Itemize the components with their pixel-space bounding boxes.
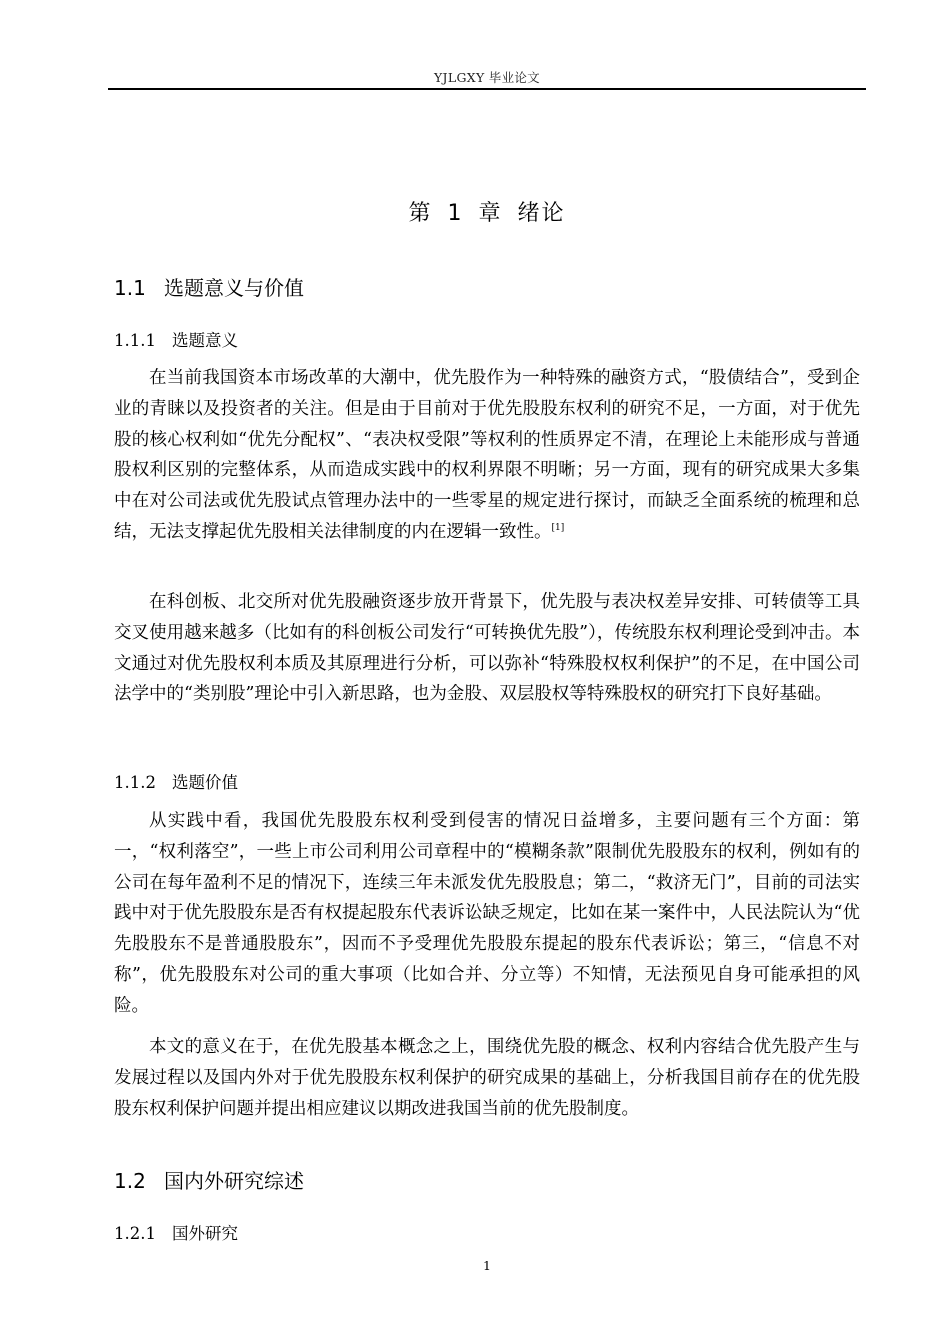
- section-number: 1.1: [114, 276, 146, 300]
- section-heading-1-2: [114, 1165, 304, 1194]
- paragraph-4: [114, 1032, 860, 1124]
- subsection-heading-1-1-2: [114, 769, 238, 793]
- paragraph-text: 从实践中看，我国优先股股东权利受到侵害的情况日益增多，主要问题有三个方面：第一，“权利落空”，一些上市公司利用公司章程中的“模糊条款”限制优先股股东的权利，例如有的公司在每年盈利不足的情况下，连续三年未派发优先股股息；第二，“救济无门”，目前的司法实践中对于优先股股东是否有权提起股东代表诉讼缺乏规定，比如在某一案件中，人民法院认为“优先股股东不是普通股股东”，因而不予受理优先股股东提起的股东代表诉讼；第三，“信息不对称”，优先股股东对公司的重大事项（比如合并、分立等）不知情，无法预见自身可能承担的风险。: [114, 811, 860, 1016]
- section-number: 1.2: [114, 1169, 146, 1193]
- subsection-number: 1.2.1: [114, 1224, 156, 1243]
- section-heading-1-1: [114, 272, 304, 301]
- paragraph-text: 本文的意义在于，在优先股基本概念之上，围绕优先股的概念、权利内容结合优先股产生与发展过程以及国内外对于优先股股东权利保护的研究成果的基础上，分析我国目前存在的优先股股东权利保护问题并提出相应建议以期改进我国当前的优先股制度。: [114, 1037, 860, 1119]
- subsection-heading-1-1-1: [114, 327, 238, 351]
- chapter-title: 第 1 章 绪论: [408, 201, 566, 226]
- page-header: YJLGXY 毕业论文: [434, 70, 540, 85]
- subsection-number: 1.1.1: [114, 331, 156, 350]
- subsection-title: 选题意义: [172, 331, 238, 350]
- citation-marker: [1]: [551, 523, 565, 534]
- subsection-title: 选题价值: [172, 773, 238, 792]
- subsection-title: 国外研究: [172, 1224, 238, 1243]
- header-rule: [108, 88, 866, 90]
- section-title: 选题意义与价值: [164, 276, 304, 300]
- paragraph-3: [114, 806, 860, 1022]
- subsection-heading-1-2-1: [114, 1220, 238, 1244]
- paragraph-text: 在科创板、北交所对优先股融资逐步放开背景下，优先股与表决权差异安排、可转债等工具交叉使用越来越多（比如有的科创板公司发行“可转换优先股”），传统股东权利理论受到冲击。本文通过对优先股权利本质及其原理进行分析，可以弥补“特殊股权权利保护”的不足，在中国公司法学中的“类别股”理论中引入新思路，也为金股、双层股权等特殊股权的研究打下良好基础。: [114, 592, 860, 705]
- paragraph-2: [114, 587, 860, 710]
- subsection-number: 1.1.2: [114, 773, 156, 792]
- section-title: 国内外研究综述: [164, 1169, 304, 1193]
- paragraph-1: [114, 363, 860, 548]
- page-number: 1: [483, 1258, 491, 1273]
- paragraph-text: 在当前我国资本市场改革的大潮中，优先股作为一种特殊的融资方式，“股债结合”，受到企业的青睐以及投资者的关注。但是由于目前对于优先股股东权利的研究不足，一方面，对于优先股的核心权利如“优先分配权”、“表决权受限”等权利的性质界定不清，在理论上未能形成与普通股权利区别的完整体系，从而造成实践中的权利界限不明晰；另一方面，现有的研究成果大多集中在对公司法或优先股试点管理办法中的一些零星的规定进行探讨，而缺乏全面系统的梳理和总结，无法支撑起优先股相关法律制度的内在逻辑一致性。: [114, 368, 860, 542]
